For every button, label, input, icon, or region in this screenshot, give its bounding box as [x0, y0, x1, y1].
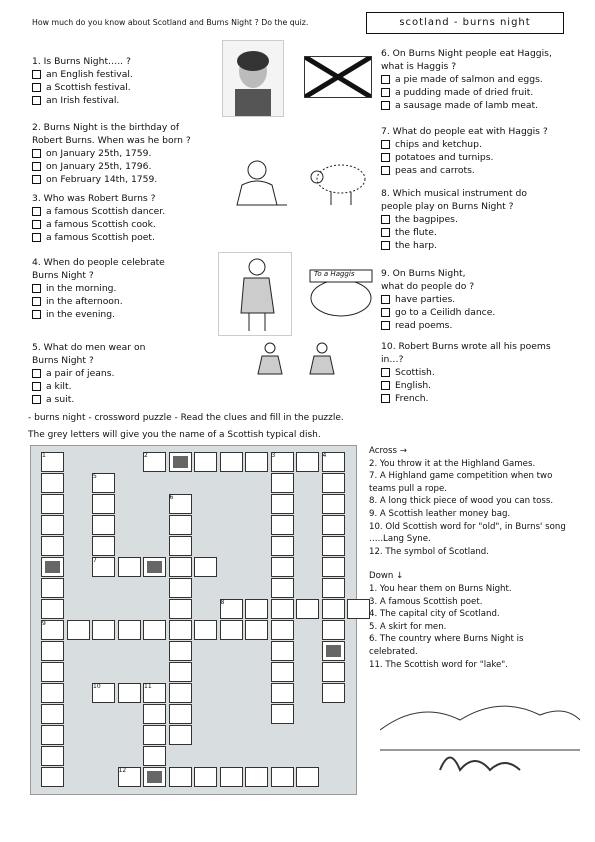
question-text: Robert Burns. When was he born ?	[32, 135, 191, 146]
answer-option[interactable]	[381, 213, 527, 226]
crossword-cell[interactable]	[169, 683, 192, 703]
answer-option[interactable]	[381, 73, 552, 86]
answer-checkbox[interactable]	[32, 220, 41, 229]
loch-ness-scene-icon	[380, 690, 580, 795]
answer-label: the bagpipes.	[395, 214, 458, 225]
answer-option[interactable]	[32, 367, 145, 380]
answer-option[interactable]	[381, 138, 548, 151]
crossword-cell[interactable]	[92, 515, 115, 535]
crossword-cell[interactable]	[169, 536, 192, 556]
crossword-cell[interactable]	[271, 494, 294, 514]
crossword-cell[interactable]	[169, 599, 192, 619]
haggis-icon	[304, 262, 378, 322]
question-text: 9. On Burns Night,	[381, 268, 466, 279]
crossword-cell[interactable]	[245, 599, 268, 619]
crossword-cell[interactable]	[41, 473, 64, 493]
crossword-cell[interactable]	[41, 557, 64, 577]
answer-option[interactable]	[32, 295, 165, 308]
answer-checkbox[interactable]	[381, 101, 390, 110]
quiz-question	[381, 340, 551, 405]
answer-label: in the afternoon.	[46, 296, 123, 307]
answer-option[interactable]	[32, 160, 191, 173]
crossword-cell[interactable]	[169, 704, 192, 724]
crossword-cell[interactable]	[322, 515, 345, 535]
quiz-question	[32, 341, 145, 406]
dancers-icon	[248, 340, 346, 398]
crossword-cell[interactable]	[143, 704, 166, 724]
answer-checkbox[interactable]	[32, 284, 41, 293]
crossword-cell[interactable]	[271, 599, 294, 619]
quiz-question	[32, 55, 133, 107]
question-text: what do people do ?	[381, 281, 475, 292]
answer-label: an English festival.	[46, 69, 133, 80]
crossword-cell[interactable]	[322, 494, 345, 514]
answer-checkbox[interactable]	[381, 75, 390, 84]
clue-number: 8	[220, 599, 225, 606]
question-text: 5. What do men wear on	[32, 342, 146, 353]
answer-label: a famous Scottish cook.	[46, 219, 156, 230]
answer-label: chips and ketchup.	[395, 139, 482, 150]
crossword-cell[interactable]	[322, 620, 345, 640]
crossword-cell[interactable]	[169, 767, 192, 787]
clue-number: 12	[118, 767, 127, 774]
crossword-cell[interactable]	[271, 578, 294, 598]
answer-label: the flute.	[395, 227, 437, 238]
question-text: 3. Who was Robert Burns ?	[32, 193, 156, 204]
crossword-grid	[30, 445, 357, 795]
question-text: Burns Night ?	[32, 355, 94, 366]
answer-checkbox[interactable]	[381, 88, 390, 97]
answer-option[interactable]	[32, 173, 191, 186]
crossword-cell[interactable]	[271, 515, 294, 535]
answer-label: a suit.	[46, 394, 75, 405]
crossword-cell[interactable]	[169, 452, 192, 472]
crossword-cell[interactable]	[41, 746, 64, 766]
answer-option[interactable]	[381, 306, 495, 319]
answer-checkbox[interactable]	[381, 308, 390, 317]
quiz-question	[32, 121, 191, 186]
crossword-cell[interactable]	[220, 767, 243, 787]
answer-checkbox[interactable]	[381, 295, 390, 304]
answer-checkbox[interactable]	[381, 368, 390, 377]
answer-option[interactable]	[32, 205, 165, 218]
answer-label: read poems.	[395, 320, 453, 331]
answer-checkbox[interactable]	[32, 310, 41, 319]
crossword-cell[interactable]	[92, 494, 115, 514]
answer-option[interactable]	[32, 393, 145, 406]
question-text: 7. What do people eat with Haggis ?	[381, 126, 548, 137]
crossword-subheading: The grey letters will give you the name of a Scottish typical dish.	[28, 430, 321, 440]
answer-checkbox[interactable]	[32, 395, 41, 404]
question-text: what is Haggis ?	[381, 61, 457, 72]
question-text: 10. Robert Burns wrote all his poems	[381, 341, 551, 352]
crossword-cell[interactable]	[322, 557, 345, 577]
crossword-cell[interactable]	[92, 536, 115, 556]
across-clue: 8. A long thick piece of wood you can toss.	[369, 496, 554, 507]
sheep-icon	[305, 155, 375, 210]
answer-option[interactable]	[32, 147, 191, 160]
quiz-question	[32, 256, 165, 321]
crossword-cell[interactable]	[194, 767, 217, 787]
down-clue: 5. A skirt for men.	[369, 621, 447, 632]
answer-label: the harp.	[395, 240, 437, 251]
answer-label: an Irish festival.	[46, 95, 120, 106]
crossword-cell[interactable]	[271, 557, 294, 577]
answer-option[interactable]	[381, 319, 495, 332]
quiz-question	[381, 125, 548, 177]
clue-number: 6	[169, 494, 174, 501]
crossword-cell[interactable]	[143, 767, 166, 787]
answer-checkbox[interactable]	[381, 394, 390, 403]
robert-burns-portrait	[222, 40, 284, 117]
answer-label: a pie made of salmon and eggs.	[395, 74, 543, 85]
piper-icon	[218, 252, 292, 336]
clue-number: 1	[42, 452, 46, 459]
answer-checkbox[interactable]	[32, 83, 41, 92]
question-text: 6. On Burns Night people eat Haggis,	[381, 48, 552, 59]
question-text: in…?	[381, 354, 404, 365]
quiz-question	[32, 192, 165, 244]
crossword-cell[interactable]	[322, 662, 345, 682]
crossword-cell[interactable]	[41, 494, 64, 514]
answer-checkbox[interactable]	[32, 70, 41, 79]
across-clue: 7. A Highland game competition when two teams pull a rope.	[369, 471, 553, 494]
answer-label: in the morning.	[46, 283, 117, 294]
answer-option[interactable]	[32, 68, 133, 81]
quiz-question	[381, 187, 527, 252]
crossword-cell[interactable]	[118, 620, 141, 640]
answer-checkbox[interactable]	[32, 96, 41, 105]
crossword-cell[interactable]	[41, 725, 64, 745]
answer-checkbox[interactable]	[32, 382, 41, 391]
answer-checkbox[interactable]	[381, 166, 390, 175]
answer-option[interactable]	[381, 164, 548, 177]
crossword-cell[interactable]	[271, 767, 294, 787]
crossword-cell[interactable]	[169, 578, 192, 598]
poet-writing-icon	[222, 155, 292, 210]
crossword-cell[interactable]	[41, 515, 64, 535]
answer-label: go to a Ceilidh dance.	[395, 307, 496, 318]
clue-number: 4	[322, 452, 327, 459]
crossword-cell[interactable]	[169, 725, 192, 745]
crossword-clues	[369, 445, 569, 671]
answer-option[interactable]	[32, 380, 145, 393]
crossword-cell[interactable]	[322, 683, 345, 703]
quiz-question	[381, 267, 495, 332]
crossword-cell[interactable]	[41, 767, 64, 787]
answer-checkbox[interactable]	[32, 233, 41, 242]
answer-label: English.	[395, 380, 432, 391]
crossword-cell[interactable]	[143, 620, 166, 640]
answer-checkbox[interactable]	[381, 321, 390, 330]
down-title: Down ↓	[369, 571, 404, 582]
answer-label: a kilt.	[46, 381, 72, 392]
crossword-cell[interactable]	[220, 452, 243, 472]
across-title: Across →	[369, 446, 407, 456]
crossword-cell[interactable]	[41, 599, 64, 619]
answer-option[interactable]	[381, 379, 551, 392]
crossword-cell[interactable]	[245, 620, 268, 640]
down-clue: 3. A famous Scottish poet.	[369, 596, 483, 607]
answer-label: peas and carrots.	[395, 165, 475, 176]
crossword-cell[interactable]	[271, 473, 294, 493]
answer-checkbox[interactable]	[32, 297, 41, 306]
crossword-cell[interactable]	[169, 515, 192, 535]
crossword-cell[interactable]	[41, 578, 64, 598]
crossword-cell[interactable]	[143, 725, 166, 745]
across-clue: 2. You throw it at the Highland Games.	[369, 458, 536, 469]
answer-label: a Scottish festival.	[46, 82, 131, 93]
answer-option[interactable]	[381, 239, 527, 252]
quiz-question	[381, 47, 552, 112]
question-text: 8. Which musical instrument do	[381, 188, 527, 199]
answer-option[interactable]	[32, 218, 165, 231]
crossword-cell[interactable]	[118, 683, 141, 703]
clue-number: 2	[144, 452, 148, 459]
crossword-cell[interactable]	[296, 599, 319, 619]
answer-checkbox[interactable]	[381, 153, 390, 162]
crossword-cell[interactable]	[169, 662, 192, 682]
crossword-cell[interactable]	[322, 599, 345, 619]
crossword-cell[interactable]	[322, 578, 345, 598]
answer-label: on January 25th, 1796.	[46, 161, 152, 172]
across-clue: 10. Old Scottish word for "old", in Burns' song …..Lang Syne.	[369, 521, 566, 545]
answer-label: a pudding made of dried fruit.	[395, 87, 534, 98]
answer-checkbox[interactable]	[381, 241, 390, 250]
answer-option[interactable]	[381, 226, 527, 239]
down-clue: 11. The Scottish word for "lake".	[369, 659, 508, 670]
crossword-cell[interactable]	[41, 704, 64, 724]
clue-number: 3	[271, 452, 276, 459]
crossword-cell[interactable]	[271, 536, 294, 556]
crossword-cell[interactable]	[41, 662, 64, 682]
answer-option[interactable]	[381, 151, 548, 164]
crossword-cell[interactable]	[245, 452, 268, 472]
answer-option[interactable]	[32, 81, 133, 94]
crossword-cell[interactable]	[118, 557, 141, 577]
crossword-cell[interactable]	[271, 662, 294, 682]
crossword-cell[interactable]	[322, 473, 345, 493]
answer-option[interactable]	[32, 282, 165, 295]
crossword-cell[interactable]	[67, 620, 90, 640]
answer-label: on February 14th, 1759.	[46, 174, 158, 185]
clue-number: 7	[93, 557, 97, 564]
crossword-cell[interactable]	[296, 452, 319, 472]
question-text: people play on Burns Night ?	[381, 201, 514, 212]
answer-checkbox[interactable]	[381, 215, 390, 224]
answer-label: French.	[395, 393, 429, 404]
answer-option[interactable]	[381, 366, 551, 379]
answer-checkbox[interactable]	[381, 381, 390, 390]
across-clue: 12. The symbol of Scotland.	[369, 546, 489, 557]
crossword-cell[interactable]	[143, 557, 166, 577]
clue-number: 9	[42, 620, 46, 627]
crossword-cell[interactable]	[194, 620, 217, 640]
answer-checkbox[interactable]	[32, 369, 41, 378]
crossword-cell[interactable]	[143, 746, 166, 766]
crossword-cell[interactable]	[322, 536, 345, 556]
crossword-cell[interactable]	[92, 620, 115, 640]
question-text: 2. Burns Night is the birthday of	[32, 122, 180, 133]
crossword-cell[interactable]	[322, 641, 345, 661]
crossword-cell[interactable]	[271, 683, 294, 703]
answer-option[interactable]	[381, 392, 551, 405]
across-clue: 9. A Scottish leather money bag.	[369, 508, 511, 519]
answer-label: on January 25th, 1759.	[46, 148, 152, 159]
answer-label: in the evening.	[46, 309, 115, 320]
scottish-flag-icon	[304, 56, 372, 98]
answer-option[interactable]	[381, 99, 552, 112]
crossword-cell[interactable]	[245, 767, 268, 787]
answer-label: a famous Scottish poet.	[46, 232, 155, 243]
answer-checkbox[interactable]	[32, 207, 41, 216]
answer-option[interactable]	[381, 86, 552, 99]
answer-checkbox[interactable]	[32, 175, 41, 184]
answer-label: have parties.	[395, 294, 456, 305]
crossword-cell[interactable]	[41, 641, 64, 661]
down-clue: 4. The capital city of Scotland.	[369, 609, 500, 620]
crossword-cell[interactable]	[220, 620, 243, 640]
crossword-cell[interactable]	[271, 641, 294, 661]
crossword-cell[interactable]	[41, 536, 64, 556]
crossword-cell[interactable]	[194, 452, 217, 472]
answer-checkbox[interactable]	[32, 149, 41, 158]
intro-text: How much do you know about Scotland and Burns Night ? Do the quiz.	[32, 18, 309, 27]
clue-number: 5	[93, 473, 97, 480]
crossword-cell[interactable]	[169, 641, 192, 661]
crossword-cell[interactable]	[41, 683, 64, 703]
answer-label: a famous Scottish dancer.	[46, 206, 166, 217]
crossword-cell[interactable]	[347, 599, 370, 619]
question-text: 4. When do people celebrate	[32, 257, 165, 268]
question-text: Burns Night ?	[32, 270, 94, 281]
page-title: scotland - burns night	[366, 12, 564, 34]
crossword-cell[interactable]	[169, 557, 192, 577]
crossword-cell[interactable]	[271, 704, 294, 724]
crossword-heading: - burns night - crossword puzzle - Read the clues and fill in the puzzle.	[28, 413, 344, 423]
question-text: 1. Is Burns Night….. ?	[32, 56, 131, 67]
clue-number: 10	[93, 683, 101, 690]
answer-option[interactable]	[32, 308, 165, 321]
answer-label: Scottish.	[395, 367, 435, 378]
crossword-cell[interactable]	[271, 620, 294, 640]
crossword-cell[interactable]	[194, 557, 217, 577]
answer-option[interactable]	[381, 293, 495, 306]
answer-label: a pair of jeans.	[46, 368, 115, 379]
answer-checkbox[interactable]	[381, 140, 390, 149]
answer-option[interactable]	[32, 94, 133, 107]
crossword-cell[interactable]	[169, 620, 192, 640]
answer-checkbox[interactable]	[381, 228, 390, 237]
answer-option[interactable]	[32, 231, 165, 244]
haggis-banner-text: To a Haggis	[314, 270, 355, 278]
answer-label: a sausage made of lamb meat.	[395, 100, 539, 111]
clue-number: 11	[144, 683, 152, 690]
crossword-cell[interactable]	[296, 767, 319, 787]
down-clue: 6. The country where Burns Night is celebrated.	[369, 634, 524, 657]
answer-checkbox[interactable]	[32, 162, 41, 171]
answer-label: potatoes and turnips.	[395, 152, 494, 163]
down-clue: 1. You hear them on Burns Night.	[369, 583, 512, 594]
